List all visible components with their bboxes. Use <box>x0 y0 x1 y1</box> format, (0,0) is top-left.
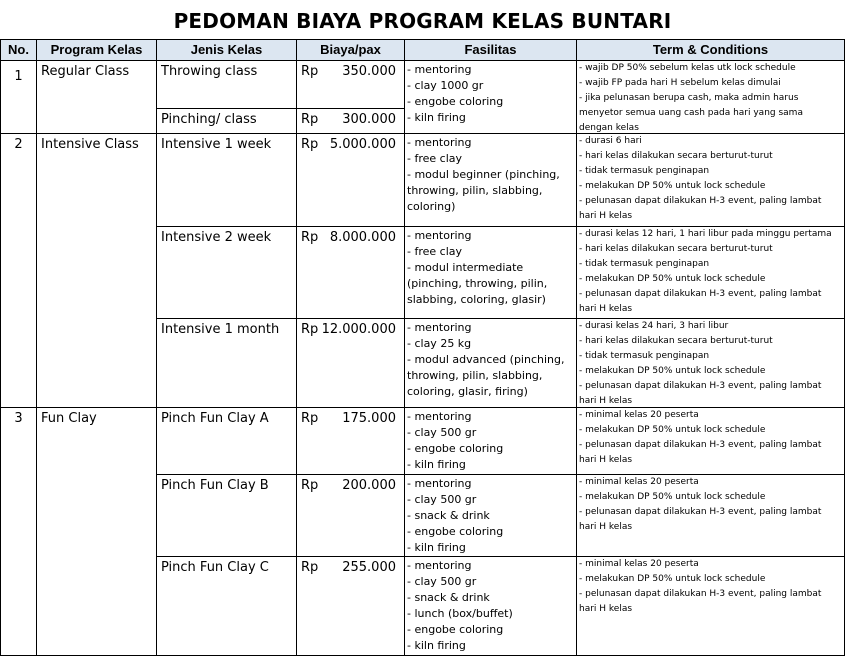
jenis-kelas-cell: Pinch Fun Clay C <box>157 557 297 656</box>
jenis-kelas-cell: Pinching/ class <box>157 109 297 134</box>
fasilitas-cell: - mentoring - clay 25 kg - modul advanced (pinching, throwing, pilin, slabbing, coloring, glasir, firing) <box>405 319 577 408</box>
fasilitas-cell: - mentoring - free clay - modul intermediate (pinching, throwing, pilin, slabbing, coloring, glasir) <box>405 227 577 319</box>
program-no: 2 <box>0 134 37 408</box>
biaya-cell: Rp 5.000.000 <box>297 134 405 227</box>
program-name: Fun Clay <box>37 408 157 656</box>
terms-cell: - minimal kelas 20 peserta - melakukan DP 50% untuk lock schedule - pelunasan dapat dilakukan H-3 event, paling lambat hari H kelas <box>577 408 845 475</box>
terms-cell: - durasi kelas 24 hari, 3 hari libur - hari kelas dilakukan secara berturut-turut - tidak termasuk penginapan - melakukan DP 50% untuk lock schedule - pelunasan dapat dilakukan H-3 event, paling lambat hari H kelas <box>577 319 845 408</box>
biaya-cell: Rp 350.000 <box>297 61 405 109</box>
header-program-kelas: Program Kelas <box>37 40 157 61</box>
jenis-kelas-cell: Intensive 2 week <box>157 227 297 319</box>
jenis-kelas-cell: Intensive 1 month <box>157 319 297 408</box>
jenis-kelas-cell: Pinch Fun Clay B <box>157 475 297 557</box>
fasilitas-cell: - mentoring - free clay - modul beginner (pinching, throwing, pilin, slabbing, coloring) <box>405 134 577 227</box>
terms-cell: - wajib DP 50% sebelum kelas utk lock schedule - wajib FP pada hari H sebelum kelas dimulai - jika pelunasan berupa cash, maka admin harus menyetor semua uang cash pada hari yang sama dengan kelas <box>577 61 845 134</box>
biaya-cell: Rp 300.000 <box>297 109 405 134</box>
jenis-kelas-cell: Throwing class <box>157 61 297 109</box>
program-no: 3 <box>0 408 37 656</box>
program-no: 1 <box>0 61 37 134</box>
header-terms: Term & Conditions <box>577 40 845 61</box>
biaya-cell: Rp 255.000 <box>297 557 405 656</box>
header-jenis-kelas: Jenis Kelas <box>157 40 297 61</box>
biaya-cell: Rp 175.000 <box>297 408 405 475</box>
terms-cell: - durasi 6 hari - hari kelas dilakukan secara berturut-turut - tidak termasuk penginapan - melakukan DP 50% untuk lock schedule - pelunasan dapat dilakukan H-3 event, paling lambat hari H kelas <box>577 134 845 227</box>
fasilitas-cell: - mentoring - clay 1000 gr - engobe coloring - kiln firing <box>405 61 577 134</box>
program-name: Regular Class <box>37 61 157 134</box>
jenis-kelas-cell: Pinch Fun Clay A <box>157 408 297 475</box>
biaya-cell: Rp 12.000.000 <box>297 319 405 408</box>
header-no: No. <box>0 40 37 61</box>
fasilitas-cell: - mentoring - clay 500 gr - engobe coloring - kiln firing <box>405 408 577 475</box>
terms-cell: - minimal kelas 20 peserta - melakukan DP 50% untuk lock schedule - pelunasan dapat dilakukan H-3 event, paling lambat hari H kelas <box>577 475 845 557</box>
terms-cell: - minimal kelas 20 peserta - melakukan DP 50% untuk lock schedule - pelunasan dapat dilakukan H-3 event, paling lambat hari H kelas <box>577 557 845 656</box>
jenis-kelas-cell: Intensive 1 week <box>157 134 297 227</box>
header-biaya: Biaya/pax <box>297 40 405 61</box>
sheet-title: PEDOMAN BIAYA PROGRAM KELAS BUNTARI <box>0 0 845 40</box>
fasilitas-cell: - mentoring - clay 500 gr - snack & drink - lunch (box/buffet) - engobe coloring - kiln firing <box>405 557 577 656</box>
fasilitas-cell: - mentoring - clay 500 gr - snack & drink - engobe coloring - kiln firing <box>405 475 577 557</box>
header-fasilitas: Fasilitas <box>405 40 577 61</box>
program-name: Intensive Class <box>37 134 157 408</box>
biaya-cell: Rp 8.000.000 <box>297 227 405 319</box>
biaya-cell: Rp 200.000 <box>297 475 405 557</box>
terms-cell: - durasi kelas 12 hari, 1 hari libur pada minggu pertama - hari kelas dilakukan secara berturut-turut - tidak termasuk penginapan - melakukan DP 50% untuk lock schedule - pelunasan dapat dilakukan H-3 event, paling lambat hari H kelas <box>577 227 845 319</box>
